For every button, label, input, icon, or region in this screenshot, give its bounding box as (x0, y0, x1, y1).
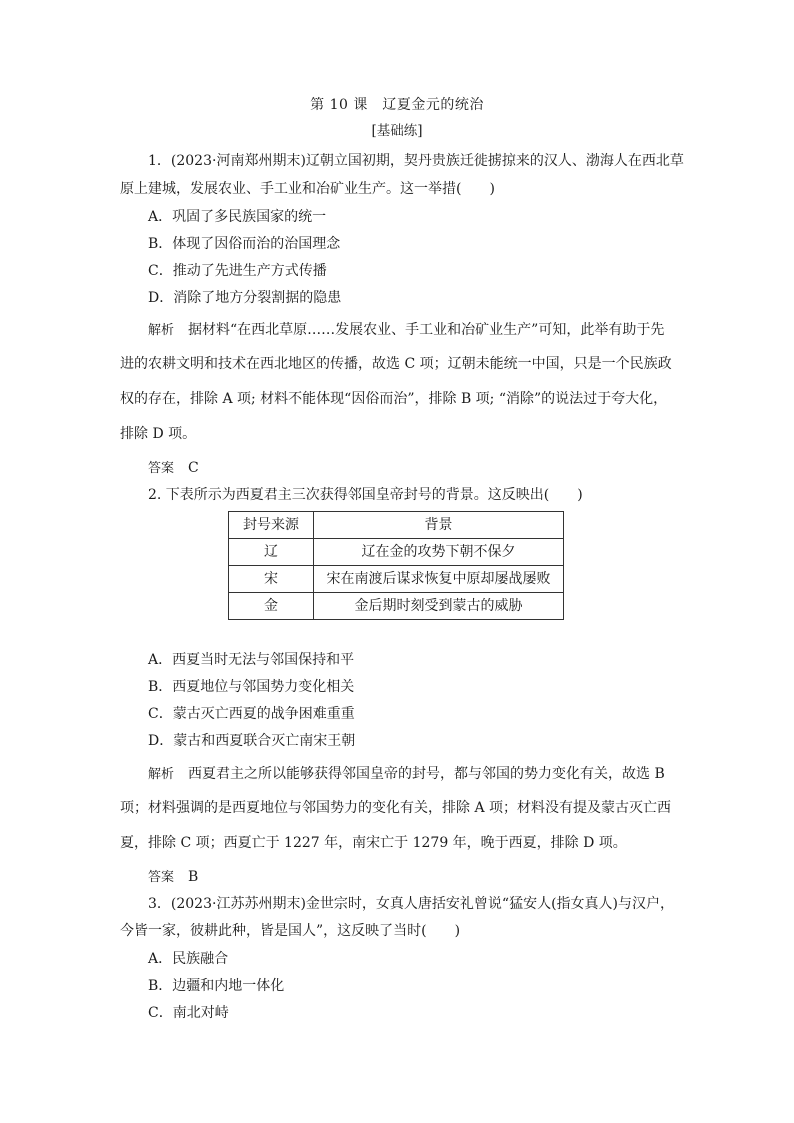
table-cell: 金 (229, 593, 314, 620)
q1-analysis-line2: 进的农耕文明和技术在西北地区的传播，故选 C 项；辽朝未能统一中国，只是一个民族政 (120, 356, 672, 372)
q2-stem: 2. 下表所示为西夏君主三次获得邻国皇帝封号的背景。这反映出( ) (148, 487, 583, 503)
q2-answer-value: B (188, 869, 199, 885)
q1-stem-line1: 1．(2023·河南郑州期末)辽朝立国初期，契丹贵族迁徙掳掠来的汉人、渤海人在西北草 (148, 153, 684, 169)
q1-answer (148, 459, 199, 478)
table-row (229, 593, 564, 620)
q1-analysis-line3: 权的存在，排除 A 项; 材料不能体现“因俗而治”，排除 B 项; “消除”的说法过于夸大化， (120, 391, 668, 407)
q2-analysis-line1: 西夏君主之所以能够获得邻国皇帝的封号，都与邻国的势力变化有关，故选 B (188, 766, 665, 782)
q2-option-a: A．西夏当时无法与邻国保持和平 (148, 652, 355, 668)
q1-answer-value: C (188, 460, 199, 476)
q1-analysis-line1: 据材料“在西北草原……发展农业、手工业和冶矿业生产”可知，此举有助于先 (188, 322, 665, 338)
q2-answer-label: 答案 (148, 870, 175, 885)
table-header: 背景 (314, 512, 564, 539)
title-background-table (228, 511, 564, 620)
q1-option-c: C．推动了先进生产方式传播 (148, 263, 327, 279)
table-row (229, 539, 564, 566)
q1-analysis-line4: 排除 D 项。 (120, 426, 197, 442)
q1-option-b: B．体现了因俗而治的治国理念 (148, 236, 341, 252)
table-cell: 辽 (229, 539, 314, 566)
table-cell: 金后期时刻受到蒙古的威胁 (314, 593, 564, 620)
q3-option-c: C．南北对峙 (148, 1005, 229, 1021)
q2-option-c: C．蒙古灭亡西夏的战争困难重重 (148, 706, 355, 722)
section-label: [基础练] (371, 123, 423, 139)
q2-option-b: B．西夏地位与邻国势力变化相关 (148, 679, 355, 695)
q1-stem-line2: 原上建城，发展农业、手工业和冶矿业生产。这一举措( ) (120, 181, 495, 197)
q2-analysis-line3: 夏，排除 C 项；西夏亡于 1227 年，南宋亡于 1279 年，晚于西夏，排除 D 项。 (120, 835, 627, 851)
table-cell: 宋在南渡后谋求恢复中原却屡战屡败 (314, 566, 564, 593)
table-header-row (229, 512, 564, 539)
q1-answer-label: 答案 (148, 461, 175, 476)
q3-stem-line2: 今皆一家，彼耕此种，皆是国人”，这反映了当时( ) (120, 923, 461, 939)
q1-option-d: D．消除了地方分裂割据的隐患 (148, 290, 342, 306)
lesson-title: 第 10 课 辽夏金元的统治 (310, 97, 484, 113)
table-row (229, 566, 564, 593)
q3-option-a: A．民族融合 (148, 951, 229, 967)
q3-option-b: B．边疆和内地一体化 (148, 978, 285, 994)
q2-option-d: D．蒙古和西夏联合灭亡南宋王朝 (148, 733, 356, 749)
q3-stem-line1: 3．(2023·江苏苏州期末)金世宗时，女真人唐括安礼曾说“猛安人(指女真人)与汉户， (148, 896, 674, 912)
q2-answer (148, 868, 198, 887)
table-cell: 辽在金的攻势下朝不保夕 (314, 539, 564, 566)
q1-analysis-label: 解析 (148, 323, 175, 338)
table-header: 封号来源 (229, 512, 314, 539)
table-cell: 宋 (229, 566, 314, 593)
q1-option-a: A．巩固了多民族国家的统一 (148, 209, 327, 225)
q2-analysis-label: 解析 (148, 767, 175, 782)
q2-analysis-line2: 项；材料强调的是西夏地位与邻国势力的变化有关，排除 A 项；材料没有提及蒙古灭亡西 (120, 800, 672, 816)
q1-analysis (148, 321, 664, 340)
q2-analysis (148, 765, 665, 784)
